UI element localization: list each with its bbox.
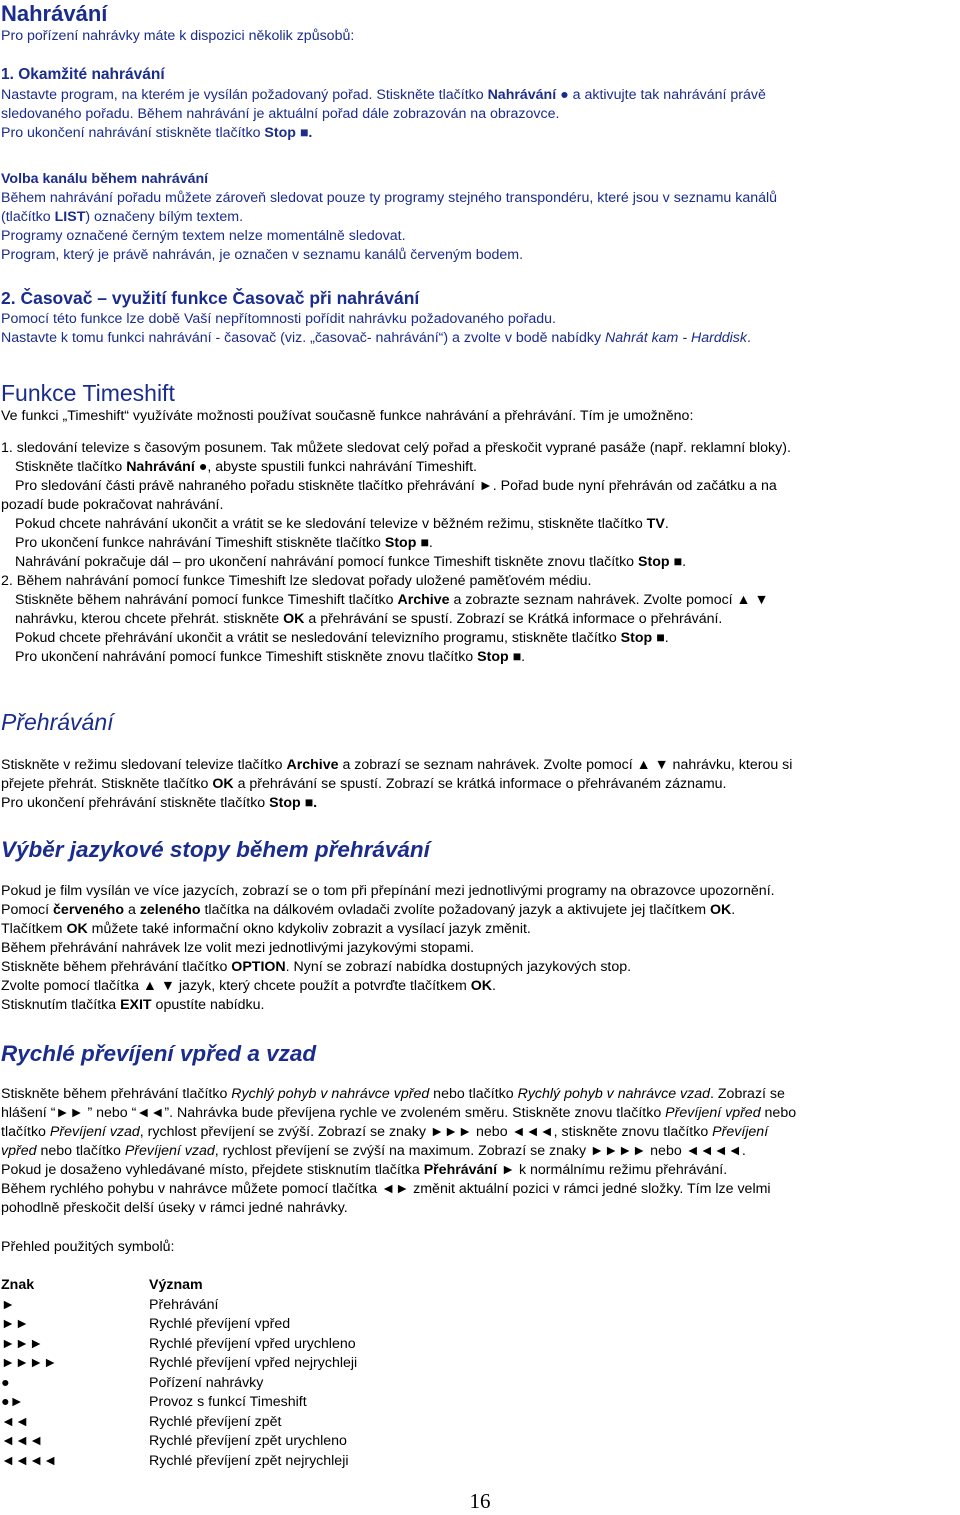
paragraph-line: Stiskněte během nahrávání pomocí funkce Timeshift tlačítko Archive a zobrazte seznam nahrávek. Zvolte pomocí ▲ ▼ — [15, 592, 769, 608]
table-row — [1, 1393, 357, 1413]
symbol-meaning: Rychlé převíjení zpět nejrychleji — [149, 1452, 349, 1469]
table-row — [1, 1315, 357, 1335]
section-heading: 2. Časovač – využití funkce Časovač při nahrávání — [1, 288, 420, 308]
section-playback — [1, 708, 956, 813]
paragraph-line: Zvolte pomocí tlačítka ▲ ▼ jazyk, který chcete použít a potvrďte tlačítkem OK. — [1, 978, 496, 994]
paragraph-line: Stiskněte během přehrávání tlačítko Rychlý pohyb v nahrávce vpřed nebo tlačítko Rychlý pohyb v nahrávce vzad. Zobrazí se — [1, 1086, 785, 1102]
paragraph-line: Ve funkci „Timeshift“ využíváte možnosti používat současně funkce nahrávání a přehrávání. Tím je umožněno: — [1, 408, 694, 424]
paragraph-line: Během rychlého pohybu v nahrávce můžete pomocí tlačítka ◄► změnit aktuální pozici v rámci jedné složky. Tím lze velmi — [1, 1181, 771, 1197]
paragraph-line: Pro ukončení přehrávání stiskněte tlačítko Stop ■. — [1, 795, 318, 811]
symbol-meaning: Rychlé převíjení vpřed urychleno — [149, 1335, 356, 1352]
section-channel-selection — [1, 170, 956, 265]
symbols-intro-block — [1, 1238, 956, 1257]
paragraph-line: Pokud chcete přehrávání ukončit a vrátit se nesledování televizního programu, stiskněte tlačítko Stop ■. — [15, 630, 669, 646]
section-heading: Funkce Timeshift — [1, 380, 175, 406]
paragraph-line: sledovaného pořadu. Během nahrávání je aktuální pořad dále zobrazován na obrazovce. — [1, 106, 560, 122]
section-heading: Přehrávání — [1, 709, 114, 735]
table-row — [1, 1374, 357, 1394]
section-timer — [1, 286, 956, 348]
paragraph-line: Stiskněte tlačítko Nahrávání ●, abyste spustili funkci nahrávání Timeshift. — [15, 459, 477, 475]
section-heading: Rychlé převíjení vpřed a vzad — [1, 1041, 317, 1066]
section-heading: 1. Okamžité nahrávání — [1, 66, 165, 83]
paragraph-line: tlačítko Převíjení vzad, rychlost převíjení se zvýší. Zobrazí se znaky ►►► nebo ◄◄◄, stiskněte znovu tlačítko Převíjení — [1, 1124, 769, 1140]
paragraph-line: Pomocí červeného a zeleného tlačítka na dálkovém ovladači zvolíte požadovaný jazyk a aktivujete jej tlačítkem OK. — [1, 902, 736, 918]
symbols-table — [1, 1276, 357, 1471]
intro-text: Pro pořízení nahrávky máte k dispozici několik způsobů: — [1, 28, 355, 44]
paragraph-line: Stisknutím tlačítka EXIT opustíte nabídku. — [1, 997, 265, 1013]
paragraph-line: Nastavte k tomu funkci nahrávání - časovač (viz. „časovač- nahrávání“) a zvolte v bodě nabídky Nahrát kam - Harddisk. — [1, 330, 751, 346]
symbol-sign: ◄◄◄ — [1, 1433, 44, 1449]
paragraph-line: Pomocí této funkce lze době Vaší nepřítomnosti pořídit nahrávku požadovaného pořadu. — [1, 311, 556, 327]
symbol-meaning: Rychlé převíjení vpřed — [149, 1316, 291, 1332]
section-fast-forward — [1, 1040, 956, 1218]
section-timeshift — [1, 379, 956, 667]
symbol-sign: ◄◄ — [1, 1413, 30, 1430]
page-title: Nahrávání — [1, 1, 108, 26]
symbol-meaning: Rychlé převíjení zpět urychleno — [149, 1433, 347, 1449]
table-row — [1, 1452, 357, 1472]
paragraph-line: přejete přehrát. Stiskněte tlačítko OK a přehrávání se spustí. Zobrazí se krátká informace o přehrávaném záznamu. — [1, 776, 727, 792]
table-row — [1, 1432, 357, 1452]
paragraph-line: Pro ukončení nahrávání pomocí funkce Timeshift stiskněte znovu tlačítko Stop ■. — [15, 649, 526, 665]
paragraph-line: (tlačítko LIST) označeny bílým textem. — [1, 209, 244, 225]
symbol-sign: ►►►► — [1, 1355, 58, 1371]
table-row — [1, 1335, 357, 1355]
symbol-sign: ◄◄◄◄ — [1, 1452, 58, 1469]
paragraph-line: pohodlně přeskočit delší úseky v rámci jedné nahrávky. — [1, 1200, 348, 1216]
paragraph-line: Během přehrávání nahrávek lze volit mezi jednotlivými jazykovými stopami. — [1, 940, 475, 956]
symbol-sign: ► — [1, 1296, 16, 1313]
symbol-meaning: Rychlé převíjení vpřed nejrychleji — [149, 1355, 358, 1371]
paragraph-line: Tlačítkem OK můžete také informační okno kdykoliv zobrazit a vysílací jazyk změnit. — [1, 921, 531, 937]
table-row — [1, 1413, 357, 1433]
paragraph-line: Během nahrávání pořadu můžete zároveň sledovat pouze ty programy stejného transpondéru, které jsou v seznamu kanálů — [1, 190, 778, 206]
table-row — [1, 1354, 357, 1374]
symbol-meaning: Rychlé převíjení zpět — [149, 1413, 282, 1430]
paragraph-line: Stiskněte v režimu sledovaní televize tlačítko Archive a zobrazí se seznam nahrávek. Zvolte pomocí ▲ ▼ nahrávku, kterou si — [1, 757, 793, 773]
section-instant-recording — [1, 64, 956, 143]
section-audio-track — [1, 836, 956, 1015]
list-item: 2. Během nahrávání pomocí funkce Timeshift lze sledovat pořady uložené paměťovém médiu. — [1, 573, 592, 589]
symbol-sign: ►►► — [1, 1335, 44, 1352]
paragraph-line: Pro ukončení funkce nahrávání Timeshift stiskněte tlačítko Stop ■. — [15, 535, 433, 551]
paragraph-line: Nastavte program, na kterém je vysílán požadovaný pořad. Stiskněte tlačítko Nahrávání ● a aktivujte tak nahrávání právě — [1, 87, 766, 103]
paragraph-line: Program, který je právě nahráván, je označen v seznamu kanálů červeným bodem. — [1, 247, 524, 263]
page-number: 16 — [469, 1489, 491, 1513]
paragraph-line: Pro ukončení nahrávání stiskněte tlačítko Stop ■. — [1, 125, 313, 141]
list-item: 1. sledování televize s časovým posunem. Tak můžete sledovat celý pořad a přeskočit vyprané pasáže (např. reklamní bloky). — [1, 440, 791, 456]
column-header-meaning: Význam — [149, 1277, 203, 1293]
paragraph-line: Pro sledování části právě nahraného pořadu stiskněte tlačítko přehrávání ►. Pořad bude nyní přehráván od začátku a na — [15, 478, 777, 494]
table-row — [1, 1296, 357, 1316]
paragraph-line: Programy označené černým textem nelze momentálně sledovat. — [1, 228, 406, 244]
paragraph-line: Pokud je film vysílán ve více jazycích, zobrazí se o tom při přepínání mezi jednotlivými programy na obrazovce upozornění. — [1, 883, 775, 899]
paragraph-line: Stiskněte během přehrávání tlačítko OPTION. Nyní se zobrazí nabídka dostupných jazykových stop. — [1, 959, 632, 975]
symbol-meaning: Provoz s funkcí Timeshift — [149, 1394, 307, 1410]
paragraph-line: hlášení “►► ” nebo “◄◄”. Nahrávka bude převíjena rychle ve zvoleném směru. Stiskněte znovu tlačítko Převíjení vpřed nebo — [1, 1105, 797, 1121]
paragraph-line: Pokud chcete nahrávání ukončit a vrátit se ke sledování televize v běžném režimu, stiskněte tlačítko TV. — [15, 516, 669, 532]
paragraph-line: pozadí bude pokračovat nahrávání. — [1, 497, 224, 513]
symbol-meaning: Přehrávání — [149, 1296, 219, 1313]
paragraph-line: vpřed nebo tlačítko Převíjení vzad, rychlost převíjení se zvýší na maximum. Zobrazí se znaky ►►►► nebo ◄◄◄◄. — [1, 1143, 746, 1159]
symbols-table-header — [1, 1276, 357, 1296]
symbol-sign: ● — [1, 1374, 10, 1391]
symbols-intro: Přehled použitých symbolů: — [1, 1239, 175, 1255]
symbol-sign: ►► — [1, 1316, 30, 1332]
paragraph-line: Pokud je dosaženo vyhledávané místo, přejdete stisknutím tlačítka Přehrávání ► k normálnímu režimu přehrávání. — [1, 1162, 728, 1178]
section-heading: Výběr jazykové stopy během přehrávání — [1, 837, 430, 862]
symbol-meaning: Pořízení nahrávky — [149, 1374, 264, 1391]
symbol-sign: ●► — [1, 1394, 24, 1410]
subsection-heading: Volba kanálu během nahrávání — [1, 171, 209, 187]
paragraph-line: nahrávku, kterou chcete přehrát. stiskněte OK a přehrávání se spustí. Zobrazí se Krátká informace o přehrávání. — [15, 611, 723, 627]
paragraph-line: Nahrávání pokračuje dál – pro ukončení nahrávání pomocí funkce Timeshift tiskněte znovu tlačítko Stop ■. — [15, 554, 687, 570]
column-header-sign: Znak — [1, 1277, 35, 1293]
